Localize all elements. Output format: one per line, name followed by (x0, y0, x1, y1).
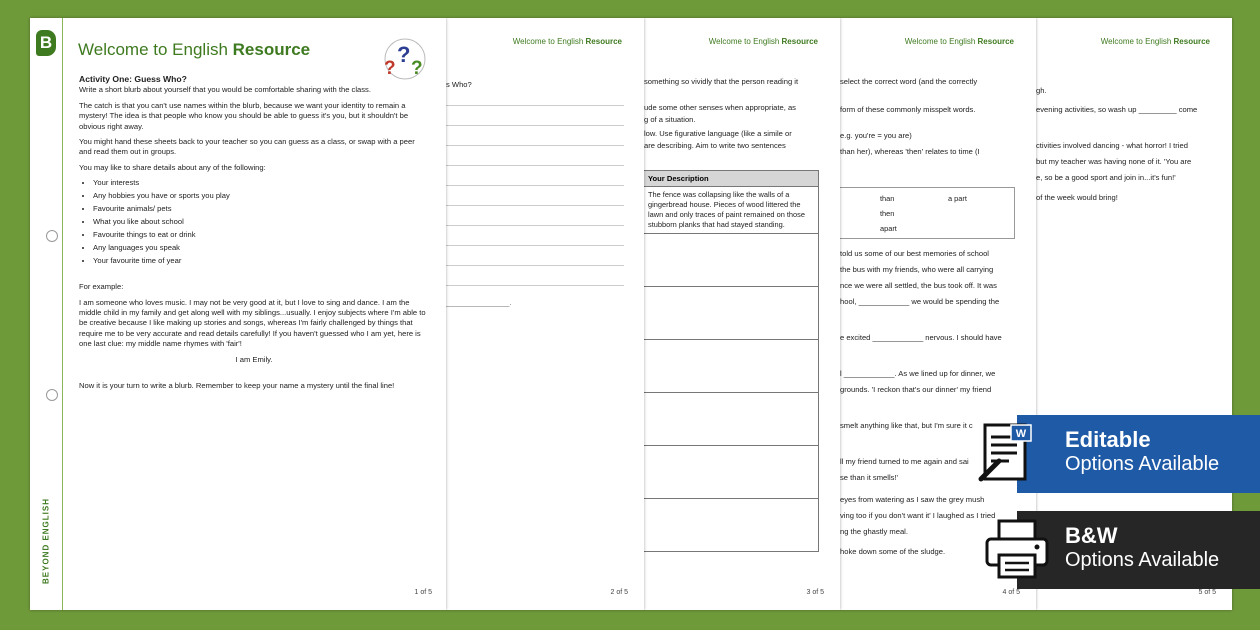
list-item: • What you like about school (93, 217, 429, 227)
paragraph: You might hand these sheets back to your teacher so you can guess as a class, or swap with a peer and read them out in groups. (79, 137, 415, 157)
text-line: told us some of our best memories of school (840, 249, 989, 258)
text-line: ll my friend turned to me again and sai (840, 457, 969, 466)
example-text: I am someone who loves music. I may not be very good at it, but I love to sing and dance. I am the middle child in my family and get along well with my siblings...usually. I enjoy subjects where I'm able to be creative because I like making up stories and songs, whereas I'm fairly challenged by things that require me to be very accurate and read details carefully! If you haven't guessed who I am yet, here is one last clue: my middle name rhymes with 'fair'! (79, 297, 426, 349)
description-table (644, 170, 819, 552)
list-item: • Any languages you speak (93, 243, 429, 253)
writing-line (446, 265, 624, 266)
list-item: • Your interests (93, 178, 429, 188)
printer-icon (983, 519, 1051, 581)
writing-line (446, 245, 624, 246)
paragraph: Write a short blurb about yourself that you would be comfortable sharing with the class. (79, 85, 371, 95)
text-line: than her), whereas 'then' relates to time (I (840, 147, 980, 156)
page-number: 5 of 5 (1198, 589, 1216, 596)
topic-list (79, 178, 429, 266)
paragraph: The catch is that you can't use names within the blurb, because we want your identity to remain a mystery! The idea is that people who know you should be able to guess it's you, but it shouldn't be obvious right away. (79, 100, 409, 131)
banner-title: B&W (1065, 523, 1118, 548)
beyond-logo: B (36, 30, 56, 56)
writing-line (446, 105, 624, 106)
paragraph: You may like to share details about any of the following: (79, 162, 266, 172)
editable-options-banner[interactable] (1017, 415, 1260, 493)
list-item: • Favourite things to eat or drink (93, 230, 429, 240)
writing-line (446, 125, 624, 126)
text-line: of the week would bring! (1036, 193, 1118, 202)
text-line: e, so be a good sport and join in...it's fun!' (1036, 173, 1176, 182)
text-line: something so vividly that the person reading it (644, 77, 799, 86)
page-header: Welcome to English Resource (512, 37, 622, 46)
writing-line (446, 165, 624, 166)
banner-subtitle: Options Available (1065, 453, 1220, 475)
page-number: 2 of 5 (610, 589, 628, 596)
word-bank-box (840, 187, 1015, 239)
worksheet-page-2 (446, 18, 644, 610)
text-line: ng the ghastly meal. (840, 527, 908, 536)
example-signoff: I am Emily. (235, 354, 273, 364)
text-line: l ____________. As we lined up for dinner, we (840, 369, 996, 378)
text-line: se than it smells!' (840, 473, 899, 482)
text-line: ving too if you don't want it' I laughed as I tried (840, 511, 996, 520)
text-line: eyes from watering as I saw the grey mush (840, 495, 985, 504)
text-line: nce we were all settled, the bus took off. It was (840, 281, 997, 290)
page-header: Welcome to English Resource (1100, 37, 1210, 46)
text-line: are describing. Aim to write two sentences (644, 141, 786, 150)
svg-text:?: ? (397, 42, 411, 67)
table-header: Your Description (644, 171, 818, 187)
text-line: select the correct word (and the correctly (840, 77, 978, 86)
brand-label: BEYOND ENGLISH (41, 497, 51, 585)
writing-line (446, 185, 624, 186)
text-line: e excited ____________ nervous. I should have (840, 333, 1002, 342)
text-line: gh. (1036, 86, 1047, 95)
banner-subtitle: Options Available (1065, 549, 1220, 571)
example-label: For example: (79, 282, 124, 292)
text-line: ctivities involved dancing - what horror! I tried (1036, 141, 1188, 150)
word-bank-item: than (880, 194, 895, 203)
punch-hole-icon (46, 389, 58, 401)
writing-line (446, 225, 624, 226)
worksheet-page-3 (644, 18, 840, 610)
table-cell[interactable] (644, 499, 818, 551)
activity-content (79, 74, 429, 396)
word-bank-item: a part (948, 194, 967, 203)
text-line: form of these commonly misspelt words. (840, 105, 976, 114)
writing-line (446, 285, 624, 286)
text-line: evening activities, so wash up _________ come (1036, 105, 1198, 114)
svg-text:?: ? (411, 58, 423, 79)
svg-text:W: W (1015, 428, 1027, 440)
list-item: • Any hobbies you have or sports you play (93, 191, 429, 201)
table-cell-example: The fence was collapsing like the walls of a gingerbread house. Pieces of wood littered the lawn and only traces of paint remained on those stubborn planks that had stayed standing. (644, 187, 818, 234)
word-document-icon (977, 421, 1035, 485)
bw-options-banner[interactable] (1017, 511, 1260, 589)
worksheet-page-1 (30, 18, 446, 610)
text-line: but my teacher was having none of it. 'You are (1036, 157, 1192, 166)
activity-heading: Activity One: Guess Who? (79, 74, 187, 84)
table-cell[interactable] (644, 446, 818, 499)
page-number: 3 of 5 (806, 589, 824, 596)
text-line: grounds. 'I reckon that's our dinner' my friend (840, 385, 992, 394)
text-line: smelt anything like that, but I'm sure it c (840, 421, 973, 430)
text-line: _______________. (446, 298, 512, 307)
list-item: • Favourite animals/ pets (93, 204, 429, 214)
page-header: Welcome to English Resource (904, 37, 1014, 46)
text-line: low. Use figurative language (like a simile or (644, 129, 792, 138)
page-title: Welcome to English Resource (78, 40, 311, 59)
page-number: 1 of 5 (414, 589, 432, 596)
word-bank-item: then (880, 209, 895, 218)
table-cell[interactable] (644, 393, 818, 446)
table-cell[interactable] (644, 234, 818, 287)
text-line: e.g. you're = you are) (840, 131, 912, 140)
closing-instruction: Now it is your turn to write a blurb. Remember to keep your name a mystery until the final line! (79, 380, 395, 390)
page-header: Welcome to English Resource (708, 37, 818, 46)
banner-title: Editable (1065, 427, 1151, 452)
writing-line (446, 145, 624, 146)
text-line: s Who? (446, 80, 472, 89)
page-spine (30, 18, 63, 610)
text-line: g of a situation. (644, 115, 696, 124)
table-cell[interactable] (644, 287, 818, 340)
list-item: • Your favourite time of year (93, 256, 429, 266)
text-line: the bus with my friends, who were all carrying (840, 265, 994, 274)
text-line: ude some other senses when appropriate, as (644, 103, 796, 112)
word-bank-item: apart (880, 224, 897, 233)
text-line: hoke down some of the sludge. (840, 547, 946, 556)
page-number: 4 of 5 (1002, 589, 1020, 596)
text-line: hool, ____________ we would be spending the (840, 297, 1000, 306)
writing-line (446, 205, 624, 206)
table-cell[interactable] (644, 340, 818, 393)
punch-hole-icon (46, 230, 58, 242)
svg-text:?: ? (384, 58, 396, 79)
